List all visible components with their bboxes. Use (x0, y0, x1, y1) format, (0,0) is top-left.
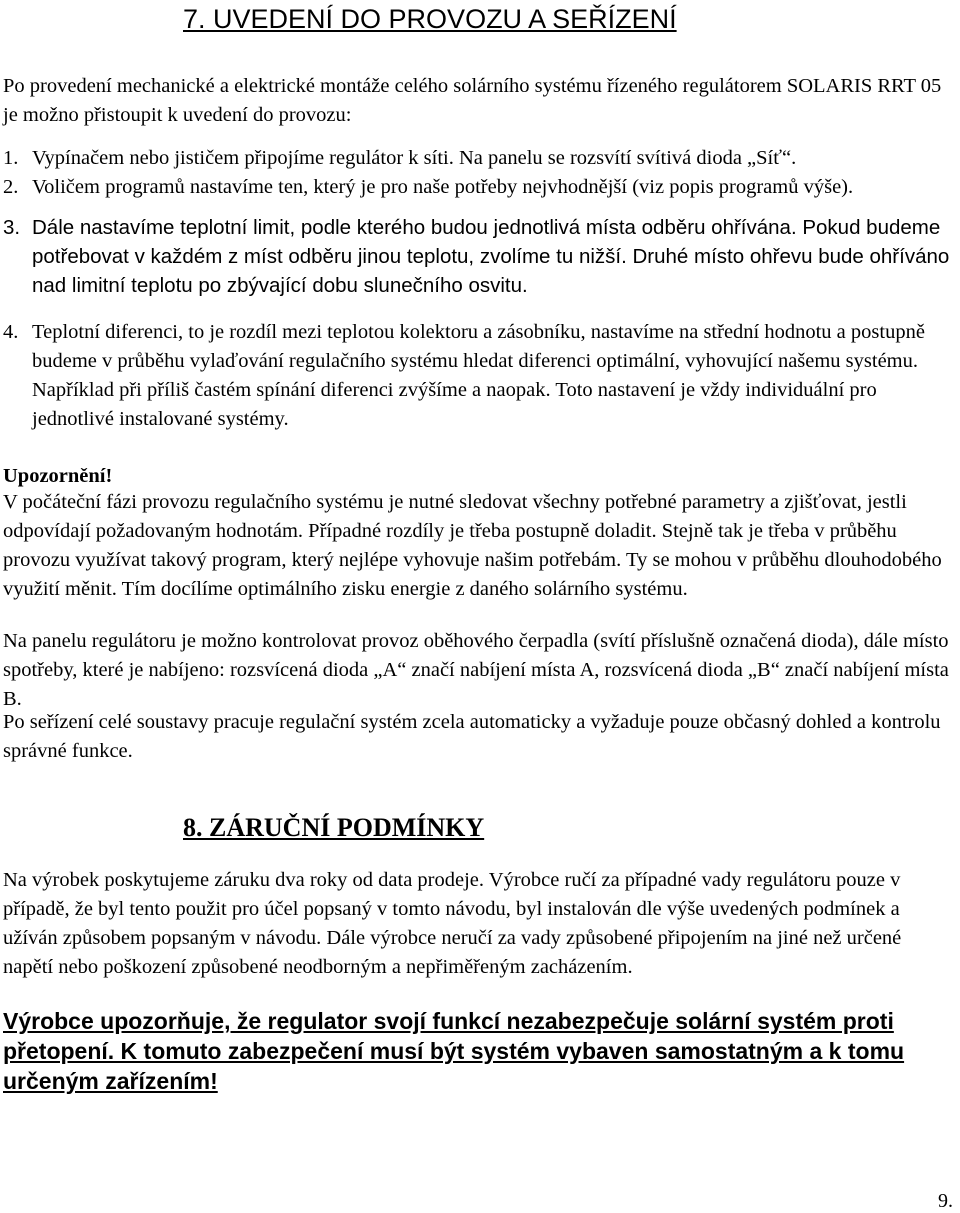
step-1-text: Vypínačem nebo jističem připojíme regulátor k síti. Na panelu se rozsvítí svítivá dioda „Síť“. (32, 147, 797, 169)
notice-paragraph-3: Po seřízení celé soustavy pracuje regulační systém zcela automaticky a vyžaduje pouze občasný dohled a kontrolu správné funkce. (3, 711, 941, 762)
step-3-number: 3. (3, 216, 21, 239)
warning-paragraph: Výrobce upozorňuje, že regulator svojí funkcí nezabezpečuje solární systém proti přetopení. K tomuto zabezpečení musí být systém vybaven samostatným a k tomu určeným zařízením! (3, 1008, 905, 1094)
step-3 (3, 213, 953, 300)
warranty-paragraph: Na výrobek poskytujeme záruku dva roky od data prodeje. Výrobce ručí za případné vady regulátoru pouze v případě, že byl tento použit pro účel popsaný v tomto návodu, byl instalován dle výše uvedených podmínek a užíván způsobem popsaným v návodu. Dále výrobce neručí za vady způsobené připojením na jiné než určené napětí nebo poškození způsobené neodborným a nepřiměřeným zacházením. (3, 869, 902, 978)
step-4-number: 4. (3, 321, 19, 343)
section-7-title: 7. UVEDENÍ DO PROVOZU A SEŘÍZENÍ (183, 4, 677, 34)
notice-paragraph-2: Na panelu regulátoru je možno kontrolovat provoz oběhového čerpadla (svítí příslušně označená dioda), dále místo spotřeby, které je nabíjeno: rozsvícená dioda „A“ značí nabíjení místa A, rozsvícená dioda „B“ značí nabíjení místa B. (3, 630, 949, 710)
step-4 (3, 318, 953, 434)
step-3-text: Dále nastavíme teplotní limit, podle kterého budou jednotlivá místa odběru ohřívána. Pokud budeme potřebovat v každém z míst odběru jinou teplotu, zvolíme tu nižší. Druhé místo ohřevu bude ohříváno nad limitní teplotu po zbývající dobu slunečního osvitu. (32, 216, 950, 297)
notice-paragraph-1: V počáteční fázi provozu regulačního systému je nutné sledovat všechny potřebné parametry a zjišťovat, jestli odpovídají požadovaným hodnotám. Případné rozdíly je třeba postupně doladit. Stejně tak je třeba v průběhu provozu využívat takový program, který nejlépe vyhovuje našim potřebám. Ty se mohou v průběhu dlouhodobého využití měnit. Tím docílíme optimálního zisku energie z daného solárního systému. (3, 491, 942, 600)
step-4-text: Teplotní diferenci, to je rozdíl mezi teplotou kolektoru a zásobníku, nastavíme na střední hodnotu a postupně budeme v průběhu vylaďování regulačního systému hledat diferenci optimální, vyhovující našemu systému. Například při příliš častém spínání diferenci zvýšíme a naopak. Toto nastavení je vždy individuální pro jednotlivé instalované systémy. (32, 321, 925, 430)
step-2 (3, 173, 953, 202)
notice-label: Upozornění! (3, 465, 113, 487)
intro-paragraph: Po provedení mechanické a elektrické montáže celého solárního systému řízeného regulátorem SOLARIS RRT 05 je možno přistoupit k uvedení do provozu: (3, 75, 942, 126)
step-2-text: Voličem programů nastavíme ten, který je pro naše potřeby nejvhodnější (viz popis programů výše). (32, 176, 854, 198)
page-number: 9. (938, 1190, 953, 1212)
section-8-title: 8. ZÁRUČNÍ PODMÍNKY (183, 813, 485, 842)
step-1-number: 1. (3, 147, 19, 169)
step-2-number: 2. (3, 176, 19, 198)
step-1 (3, 144, 953, 173)
